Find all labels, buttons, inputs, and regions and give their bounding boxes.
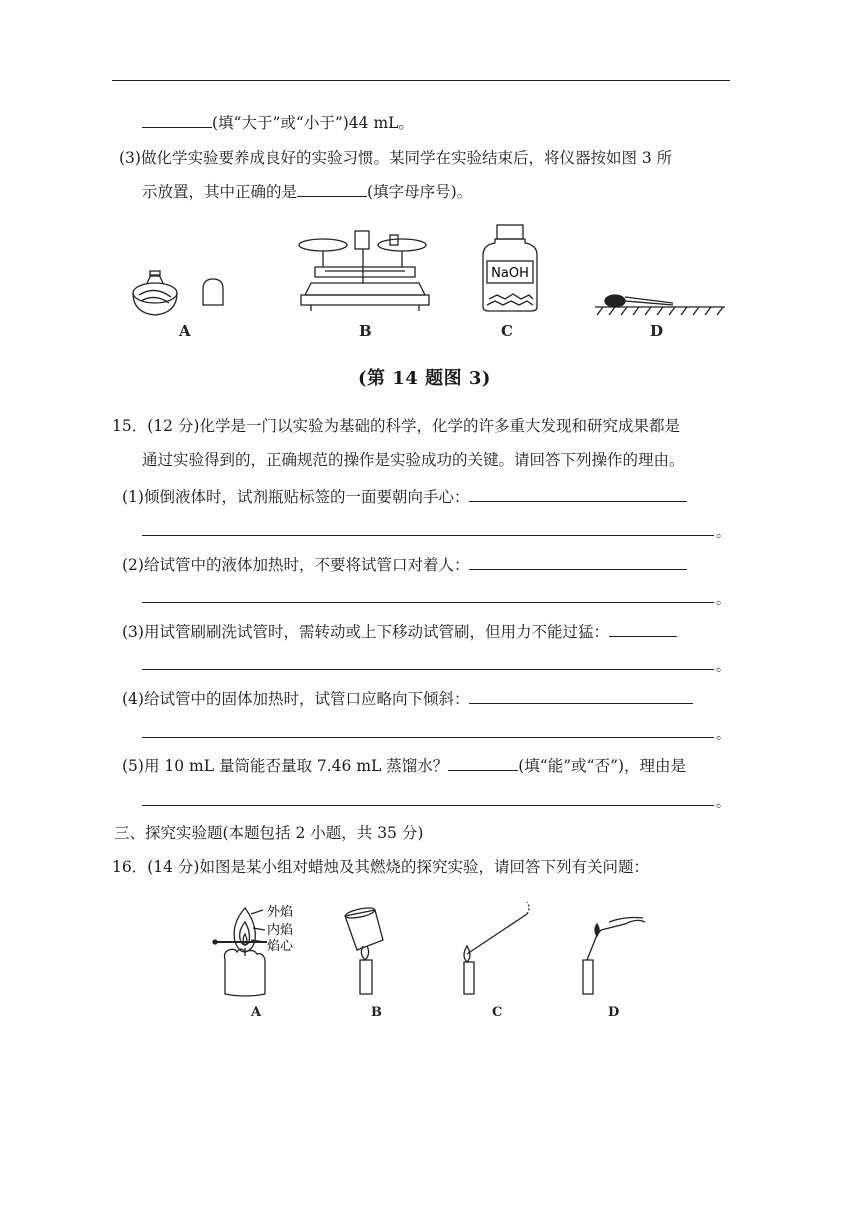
- naoh-label: NaOH: [491, 266, 529, 281]
- q15-item5-blank[interactable]: [448, 755, 518, 771]
- section3-title: 三、探究实验题(本题包括 2 小题，共 35 分): [114, 824, 424, 842]
- q15-item5-period: 。: [716, 795, 730, 811]
- q15-item3-period: 。: [716, 659, 730, 675]
- q15-item5-prefix: (5)用 10 mL 量筒能否量取 7.46 mL 蒸馏水？: [122, 757, 449, 775]
- q16-figure: [205, 900, 665, 1004]
- q15-item1-text: (1)倾倒液体时，试剂瓶贴标签的一面要朝向手心：: [122, 488, 470, 506]
- fig3-label-d: D: [650, 322, 664, 340]
- q15-item5: [122, 755, 686, 776]
- q15-item5-answer-line[interactable]: [142, 805, 714, 806]
- q14-sub3-prefix: 示放置，其中正确的是: [142, 183, 298, 201]
- flame-label-inner: 内焰: [267, 923, 294, 938]
- q15-item2-period: 。: [716, 592, 730, 608]
- q14-sub3-line1: (3)做化学实验要养成良好的实验习惯。某同学在实验结束后，将仪器按如图 3 所: [119, 149, 673, 167]
- fig3-label-c: C: [501, 322, 513, 340]
- balance-icon: [299, 231, 429, 311]
- beaker-over-candle-icon: [344, 906, 383, 994]
- q15-line2: 通过实验得到的，正确规范的操作是实验成功的关键。请回答下列操作的理由。: [142, 451, 685, 469]
- q14-answer-line: [142, 112, 414, 133]
- q16-fig-label-b: B: [371, 1005, 382, 1020]
- q15-item1-period: 。: [716, 525, 730, 541]
- q14-sub3-line2: [142, 181, 472, 202]
- q15-item1-answer-line[interactable]: [142, 535, 714, 536]
- q15-item4: [122, 688, 693, 709]
- fig3-caption: (第 14 题图 3): [358, 368, 491, 389]
- lamp-cap-icon: [203, 279, 223, 305]
- q15-item2-text: (2)给试管中的液体加热时，不要将试管口对着人：: [122, 556, 470, 574]
- q14-figure-3: [125, 225, 735, 359]
- candle-relight-icon: [583, 918, 645, 995]
- q16-fig-label-d: D: [608, 1005, 620, 1020]
- alcohol-lamp-icon: [133, 271, 177, 315]
- q14-line1-text: (填“大于”或“小于”)44 mL。: [212, 114, 414, 132]
- fig3-label-b: B: [359, 322, 372, 340]
- q15-item2-answer-line[interactable]: [142, 602, 714, 603]
- q15-item4-answer-line[interactable]: [142, 737, 714, 738]
- q15-item3-text: (3)用试管刷刷洗试管时，需转动或上下移动试管刷，但用力不能过猛：: [122, 623, 609, 641]
- q15-item4-period: 。: [716, 727, 730, 743]
- q15-item3-blank[interactable]: [609, 621, 677, 637]
- candle-flame-icon: [213, 908, 267, 996]
- q15-item3-answer-line[interactable]: [142, 669, 714, 670]
- q16-fig-label-a: A: [251, 1005, 262, 1020]
- q15-item4-blank[interactable]: [469, 688, 693, 704]
- dropper-icon: [595, 295, 725, 315]
- q14-blank-1[interactable]: [142, 112, 212, 128]
- q14-sub3-suffix: (填字母序号)。: [367, 183, 473, 201]
- fig3-label-a: A: [179, 322, 191, 340]
- q14-blank-2[interactable]: [297, 181, 367, 197]
- q15-item1: [122, 486, 687, 507]
- flame-label-core: 焰心: [267, 939, 294, 954]
- q15-item2: [122, 554, 687, 575]
- header-rule: [112, 80, 730, 81]
- q15-item5-suffix: (填“能”或“否”)，理由是: [518, 757, 687, 775]
- candle-match-icon: [464, 902, 529, 994]
- flame-label-outer: 外焰: [267, 905, 294, 920]
- q15-item1-blank[interactable]: [469, 486, 687, 502]
- q15-item2-blank[interactable]: [469, 554, 687, 570]
- q15-item4-text: (4)给试管中的固体加热时，试管口应略向下倾斜：: [122, 690, 470, 708]
- q16-fig-label-c: C: [492, 1005, 503, 1020]
- q16-line1: 16．(14 分)如图是某小组对蜡烛及其燃烧的探究实验，请回答下列有关问题：: [112, 858, 649, 876]
- q15-line1: 15．(12 分)化学是一门以实验为基础的科学，化学的许多重大发现和研究成果都是: [112, 417, 680, 435]
- q15-item3: [122, 621, 677, 642]
